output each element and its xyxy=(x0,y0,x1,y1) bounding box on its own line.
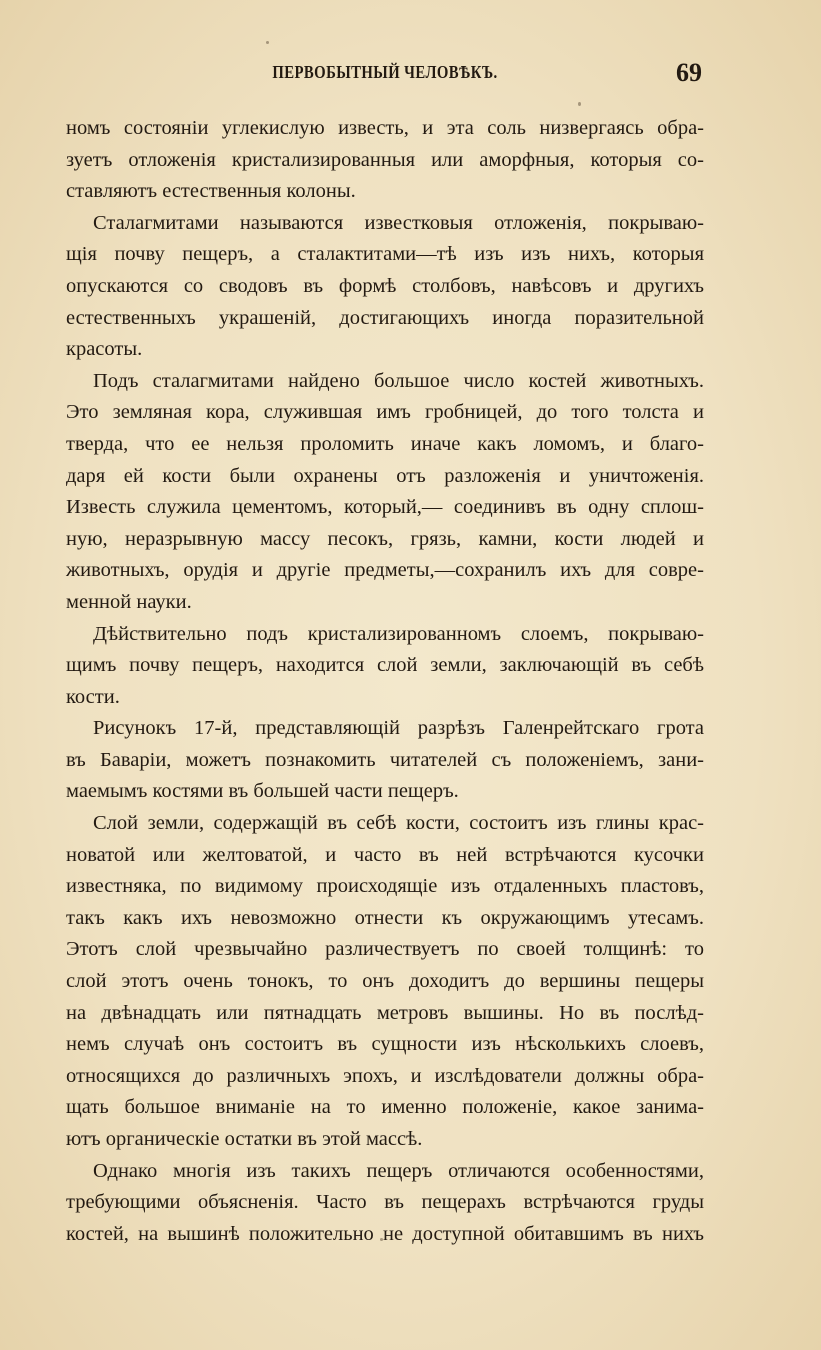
text-line: красоты. xyxy=(66,338,143,361)
text-line: Это земляная кора, служившая имъ гробницей, до того толста и xyxy=(66,401,704,424)
text-line: ную, неразрывную массу песокъ, грязь, камни, кости людей и xyxy=(66,527,704,550)
text-line: номъ состояніи углекислую известь, и эта соль низвергаясь обра- xyxy=(66,117,704,139)
body-text xyxy=(66,113,704,1250)
text-line: маемымъ костями въ большей части пещеръ. xyxy=(66,780,459,803)
running-title: ПЕРВОБЫТНЫЙ ЧЕЛОВѢКЪ. xyxy=(272,62,498,82)
text-line: зуетъ отложенія кристализированныя или аморфныя, которыя со- xyxy=(66,148,704,171)
text-line: щимъ почву пещеръ, находится слой земли, заключающій въ себѣ xyxy=(66,654,704,677)
text-line: относящихся до различныхъ эпохъ, и изслѣдователи должны обра- xyxy=(66,1064,704,1087)
text-line: Однако многія изъ такихъ пещеръ отличаются особенностями, xyxy=(93,1159,704,1182)
text-line: Слой земли, содержащій въ себѣ кости, состоитъ изъ глины крас- xyxy=(93,812,704,835)
text-line: требующими объясненія. Часто въ пещерахъ встрѣчаются груды xyxy=(66,1191,704,1214)
page-number: 69 xyxy=(676,58,702,87)
text-line: животныхъ, орудія и другіе предметы,—сохранилъ ихъ для совре- xyxy=(66,559,704,582)
text-line: на двѣнадцать или пятнадцать метровъ вышины. Но въ послѣд- xyxy=(66,1001,704,1024)
text-line: менной науки. xyxy=(66,590,192,613)
text-line: естественныхъ украшеній, достигающихъ иногда поразительной xyxy=(66,306,704,329)
text-line: известняка, по видимому происходящіе изъ отдаленныхъ пластовъ, xyxy=(66,875,704,898)
text-line: тверда, что ее нельзя проломить иначе какъ ломомъ, и благо- xyxy=(66,432,704,455)
page-header xyxy=(66,60,704,94)
text-line: щія почву пещеръ, а сталактитами—тѣ изъ изъ нихъ, которыя xyxy=(66,243,704,266)
text-line: ютъ органическіе остатки въ этой массѣ. xyxy=(66,1128,423,1150)
text-line: слой этотъ очень тонокъ, то онъ доходитъ до вершины пещеры xyxy=(66,970,704,993)
text-line: костей, на вышинѣ положительно не доступной обитавшимъ въ нихъ xyxy=(66,1222,704,1245)
text-line: ставляютъ естественныя колоны. xyxy=(66,180,356,203)
text-line: щать большое вниманіе на то именно положеніе, какое занима- xyxy=(66,1096,704,1119)
text-line: Этотъ слой чрезвычайно различествуетъ по своей толщинѣ: то xyxy=(66,938,704,961)
text-line: такъ какъ ихъ невозможно отнести къ окружающимъ утесамъ. xyxy=(66,906,704,929)
text-line: Рисунокъ 17-й, представляющій разрѣзъ Галенрейтскаго грота xyxy=(93,717,704,740)
paper-speck xyxy=(578,102,581,106)
text-line: Сталагмитами называются известковыя отложенія, покрываю- xyxy=(93,211,704,234)
text-line: Известь служила цементомъ, который,— соединивъ въ одну сплош- xyxy=(66,496,704,519)
text-line: даря ей кости были охранены отъ разложенія и уничтоженія. xyxy=(66,464,704,487)
text-line: кости. xyxy=(66,685,120,708)
text-line: Подъ сталагмитами найдено большое число костей животныхъ. xyxy=(93,369,704,392)
text-line: новатой или желтоватой, и часто въ ней встрѣчаются кусочки xyxy=(66,843,704,866)
text-line: въ Баваріи, можетъ познакомить читателей съ положеніемъ, зани- xyxy=(66,748,704,771)
text-line: немъ случаѣ онъ состоитъ въ сущности изъ нѣсколькихъ слоевъ, xyxy=(66,1033,704,1056)
paper-speck xyxy=(266,41,269,44)
text-line: Дѣйствительно подъ кристализированномъ слоемъ, покрываю- xyxy=(93,622,704,645)
text-line: опускаются со сводовъ въ формѣ столбовъ, навѣсовъ и другихъ xyxy=(66,274,704,297)
